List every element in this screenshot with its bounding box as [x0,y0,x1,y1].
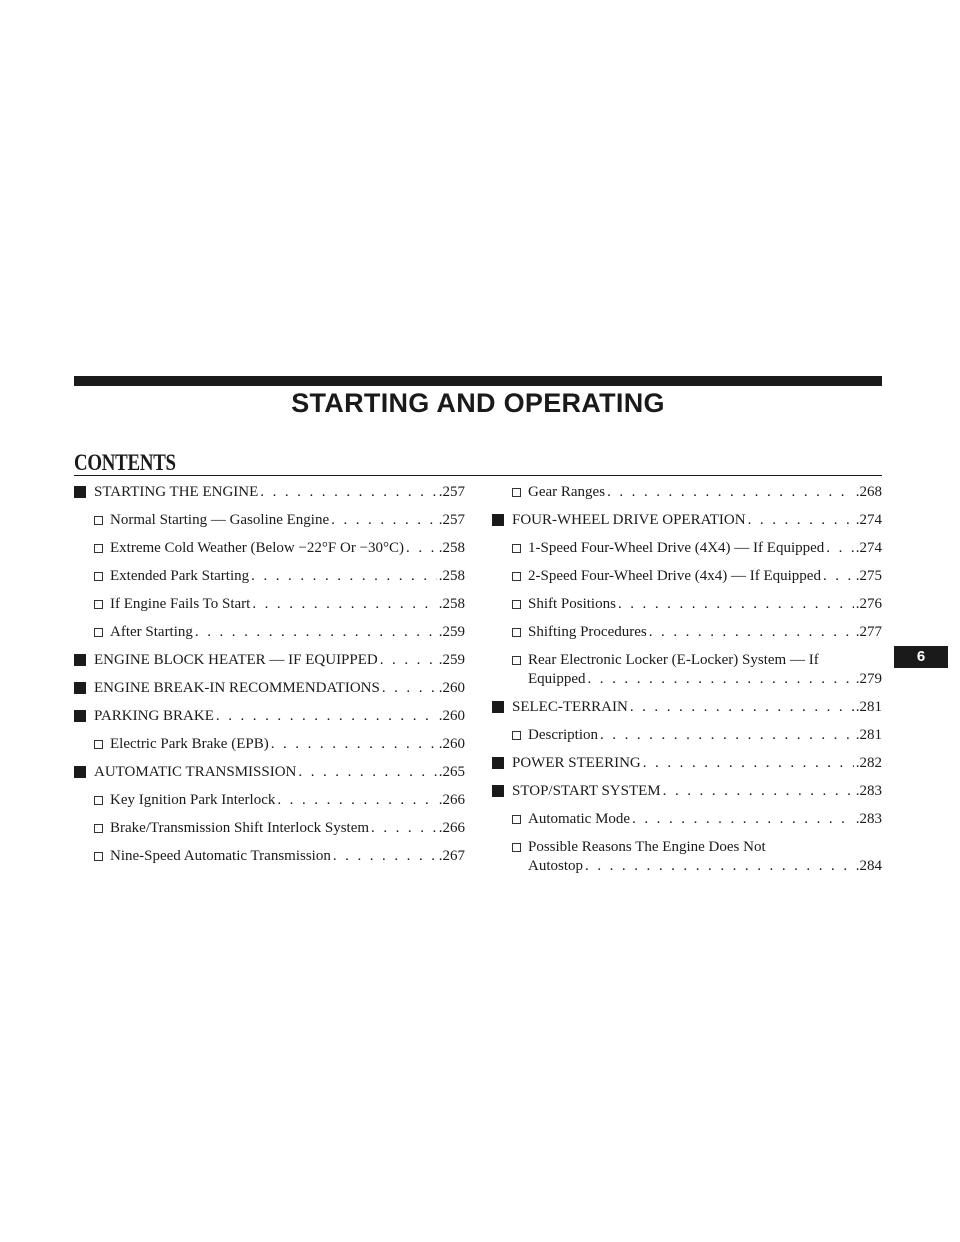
contents-heading: CONTENTS [74,450,176,475]
toc-section-entry[interactable] [492,698,882,717]
dot-leader [260,483,436,502]
dot-leader [748,511,854,530]
hollow-square-bullet-icon [512,628,521,637]
toc-section-entry[interactable] [74,483,465,502]
hollow-square-bullet-icon [94,740,103,749]
dot-leader [406,539,437,558]
dot-leader [618,595,854,614]
filled-square-bullet-icon [492,785,504,797]
toc-entry-label: Possible Reasons The Engine Does Not [528,839,766,855]
dot-leader [607,483,854,502]
filled-square-bullet-icon [74,710,86,722]
toc-subsection-entry[interactable] [492,623,882,642]
toc-subsection-entry[interactable] [74,595,465,614]
toc-page-number: .283 [855,783,882,799]
toc-subsection-entry[interactable] [492,810,882,829]
toc-page-number: .259 [438,624,465,640]
toc-subsection-entry[interactable] [492,726,882,745]
dot-leader [271,735,437,754]
dot-leader [277,791,436,810]
hollow-square-bullet-icon [512,544,521,553]
dot-leader [649,623,854,642]
toc-entry-label: Shift Positions [528,596,616,612]
toc-entry-label: Extreme Cold Weather (Below −22°F Or −30°C) [110,540,405,556]
toc-subsection-entry[interactable] [74,791,465,810]
toc-page-number: .284 [855,858,882,874]
hollow-square-bullet-icon [512,488,521,497]
toc-section-entry[interactable] [74,679,465,698]
toc-page-number: .267 [438,848,465,864]
toc-entry-label: Extended Park Starting [110,568,250,584]
toc-page-number: .259 [438,652,465,668]
toc-entry-label: Key Ignition Park Interlock [110,792,276,808]
toc-subsection-entry[interactable] [74,567,465,586]
toc-section-entry[interactable] [492,511,882,530]
toc-page-number: .268 [855,484,882,500]
toc-entry-label: 1-Speed Four-Wheel Drive (4X4) — If Equipped [528,540,825,556]
toc-page-number: .276 [855,596,882,612]
toc-page-number: .257 [438,484,465,500]
toc-entry-label: 2-Speed Four-Wheel Drive (4x4) — If Equipped [528,568,821,584]
toc-entry-label: ENGINE BLOCK HEATER — IF EQUIPPED [94,652,378,668]
toc-entry-label: Automatic Mode [528,811,631,827]
toc-page-number: .266 [438,792,465,808]
dot-leader [252,595,436,614]
dot-leader [382,679,437,698]
filled-square-bullet-icon [492,514,504,526]
toc-subsection-entry[interactable] [74,735,465,754]
toc-subsection-entry[interactable] [492,651,882,689]
dot-leader [216,707,437,726]
hollow-square-bullet-icon [512,843,521,852]
contents-column-left [74,483,465,875]
toc-entry-label: Normal Starting — Gasoline Engine [110,512,330,528]
hollow-square-bullet-icon [94,544,103,553]
chapter-tab[interactable]: 6 [894,646,948,668]
toc-page-number: .281 [855,727,882,743]
toc-page-number: .274 [855,540,882,556]
hollow-square-bullet-icon [94,628,103,637]
toc-page-number: .258 [438,568,465,584]
toc-entry-label: After Starting [110,624,193,640]
filled-square-bullet-icon [74,682,86,694]
toc-page-number: .260 [438,708,465,724]
toc-entry-label: Electric Park Brake (EPB) [110,736,269,752]
dot-leader [588,670,854,689]
chapter-title: STARTING AND OPERATING [291,388,665,418]
toc-entry-label: STARTING THE ENGINE [94,484,259,500]
toc-page-number: .282 [855,755,882,771]
toc-page-number: .279 [855,671,882,687]
dot-leader [600,726,854,745]
filled-square-bullet-icon [492,701,504,713]
toc-subsection-entry[interactable] [74,847,465,866]
toc-subsection-entry[interactable] [74,539,465,558]
contents-divider [74,475,882,476]
dot-leader [632,810,854,829]
toc-entry-label: PARKING BRAKE [94,708,214,724]
toc-subsection-entry[interactable] [492,567,882,586]
toc-page-number: .260 [438,680,465,696]
dot-leader [331,511,437,530]
toc-section-entry[interactable] [492,754,882,773]
chapter-header-bar [74,376,882,386]
toc-entry-label: STOP/START SYSTEM [512,783,661,799]
dot-leader [251,567,437,586]
toc-page-number: .283 [855,811,882,827]
dot-leader [826,539,853,558]
toc-entry-label: If Engine Fails To Start [110,596,251,612]
hollow-square-bullet-icon [94,572,103,581]
toc-entry-label: Description [528,727,598,743]
dot-leader [333,847,437,866]
toc-section-entry[interactable] [74,651,465,670]
hollow-square-bullet-icon [94,600,103,609]
hollow-square-bullet-icon [94,824,103,833]
toc-entry-label: Nine-Speed Automatic Transmission [110,848,331,864]
dot-leader [585,857,854,876]
toc-entry-label: ENGINE BREAK-IN RECOMMENDATIONS [94,680,380,696]
toc-subsection-entry[interactable] [74,623,465,642]
hollow-square-bullet-icon [512,731,521,740]
dot-leader [643,754,854,773]
toc-section-entry[interactable] [74,763,465,782]
toc-entry-label: Shifting Procedures [528,624,647,640]
dot-leader [823,567,854,586]
toc-page-number: .277 [855,624,882,640]
toc-section-entry[interactable] [492,782,882,801]
toc-subsection-entry[interactable] [492,483,882,502]
filled-square-bullet-icon [74,486,86,498]
dot-leader [663,782,854,801]
toc-subsection-entry[interactable] [492,539,882,558]
toc-page-number: .266 [438,820,465,836]
toc-entry-label-continued: Equipped [528,671,586,687]
hollow-square-bullet-icon [512,656,521,665]
dot-leader [371,819,437,838]
toc-entry-label-continued: Autostop [528,858,584,874]
toc-subsection-entry[interactable] [74,819,465,838]
toc-page-number: .274 [855,512,882,528]
toc-page-number: .265 [438,764,465,780]
hollow-square-bullet-icon [94,796,103,805]
toc-subsection-entry[interactable] [492,595,882,614]
contents-column-right [492,483,882,885]
toc-entry-label: POWER STEERING [512,755,641,771]
dot-leader [380,651,437,670]
hollow-square-bullet-icon [94,516,103,525]
hollow-square-bullet-icon [94,852,103,861]
hollow-square-bullet-icon [512,600,521,609]
toc-entry-label: Brake/Transmission Shift Interlock System [110,820,370,836]
hollow-square-bullet-icon [512,572,521,581]
dot-leader [195,623,437,642]
toc-section-entry[interactable] [74,707,465,726]
toc-subsection-entry[interactable] [74,511,465,530]
toc-page-number: .258 [438,540,465,556]
dot-leader [630,698,854,717]
dot-leader [298,763,436,782]
toc-entry-label: SELEC-TERRAIN [512,699,628,715]
hollow-square-bullet-icon [512,815,521,824]
toc-entry-label: Gear Ranges [528,484,606,500]
toc-page-number: .257 [438,512,465,528]
toc-entry-label: Rear Electronic Locker (E-Locker) System — If [528,652,819,668]
toc-entry-label: FOUR-WHEEL DRIVE OPERATION [512,512,746,528]
toc-page-number: .260 [438,736,465,752]
toc-page-number: .281 [855,699,882,715]
toc-page-number: .275 [855,568,882,584]
toc-subsection-entry[interactable] [492,838,882,876]
filled-square-bullet-icon [74,654,86,666]
toc-page-number: .258 [438,596,465,612]
filled-square-bullet-icon [492,757,504,769]
toc-entry-label: AUTOMATIC TRANSMISSION [94,764,297,780]
filled-square-bullet-icon [74,766,86,778]
